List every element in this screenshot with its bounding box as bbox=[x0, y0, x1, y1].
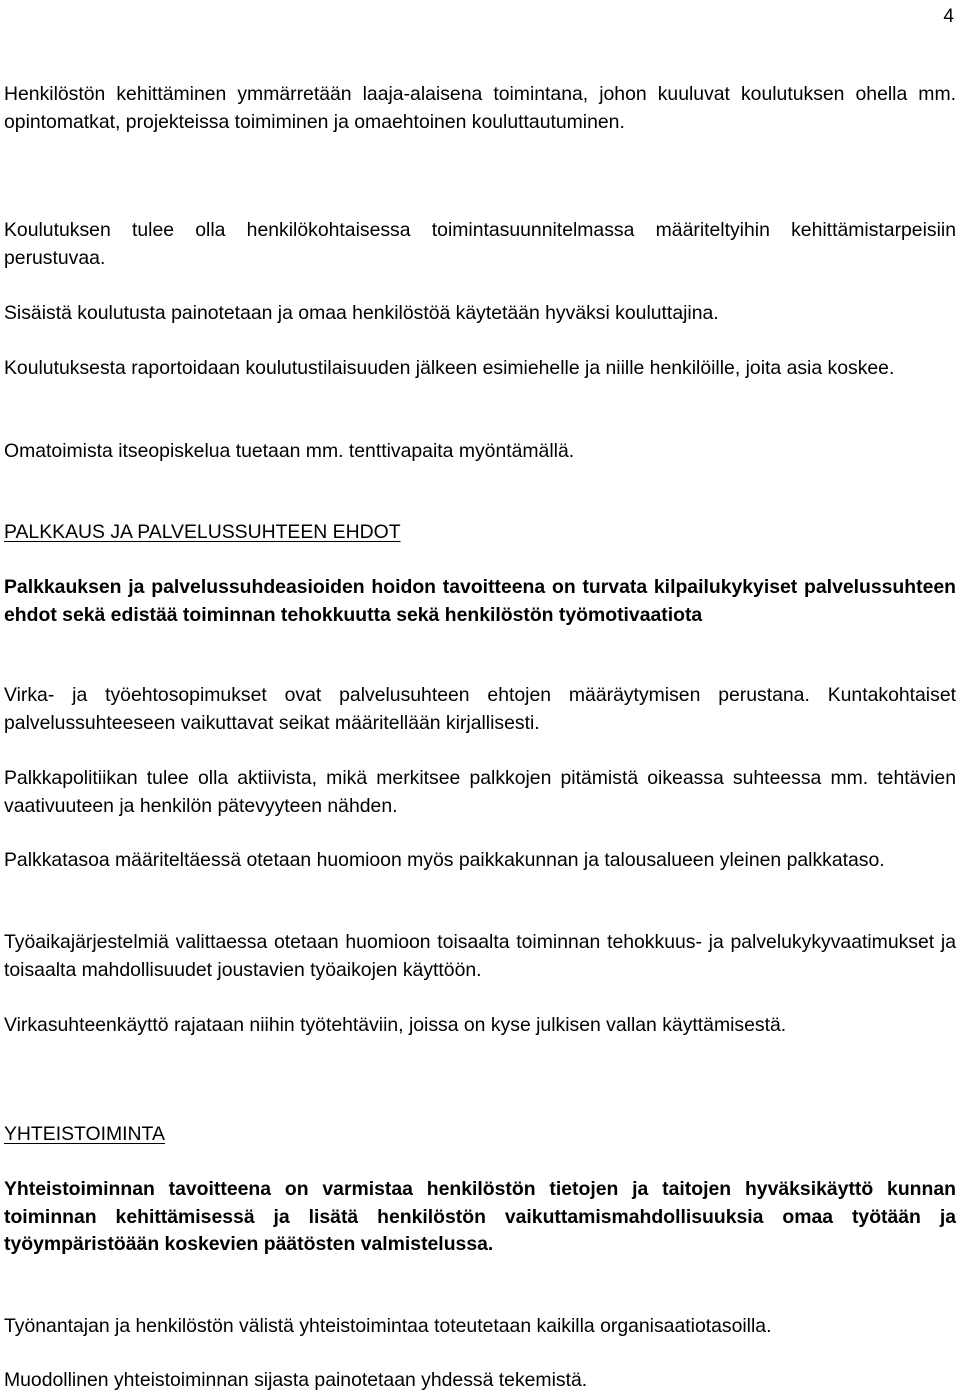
heading-palkkaus: PALKKAUS JA PALVELUSSUHTEEN EHDOT bbox=[4, 521, 401, 543]
paragraph-palkkapolitiikka: Palkkapolitiikan tulee olla aktiivista, mikä merkitsee palkkojen pitämistä oikeassa suhteessa mm. tehtävien vaativuuteen ja henkilön pätevyyteen nähden. bbox=[4, 767, 956, 817]
paragraph-virkasuhteenkaytto: Virkasuhteenkäyttö rajataan niihin työtehtäviin, joissa on kyse julkisen vallan käyttämisestä. bbox=[4, 1014, 787, 1036]
paragraph-koulutuksesta-raportoidaan: Koulutuksesta raportoidaan koulutustilaisuuden jälkeen esimiehelle ja niille henkilöille, joita asia koskee. bbox=[4, 357, 895, 379]
paragraph-virka-ja-tyoehtosopimukset: Virka- ja työehtosopimukset ovat palvelusuhteen ehtojen määräytymisen perustana. Kuntakohtaiset palvelussuhteeseen vaikuttavat seikat määritellään kirjallisesti. bbox=[4, 684, 956, 734]
paragraph-henkiloston-kehittaminen: Henkilöstön kehittäminen ymmärretään laaja-alaisena toimintana, johon kuuluvat koulutuksen ohella mm. opintomatkat, projekteissa toimiminen ja omaehtoinen kouluttautuminen. bbox=[4, 83, 956, 133]
paragraph-sisaista-koulutusta: Sisäistä koulutusta painotetaan ja omaa henkilöstöä käytetään hyväksi kouluttajina. bbox=[4, 302, 719, 324]
paragraph-yhteistoiminta-lead: Yhteistoiminnan tavoitteena on varmistaa henkilöstön tietojen ja taitojen hyväksikäyttö kunnan toiminnan kehittämisessä ja lisätä henkilöstön vaikuttamismahdollisuuksia omaa työtään ja työympäristöään koskevien päätösten valmistelussa. bbox=[4, 1178, 956, 1255]
paragraph-tyoaikajarjestelmat: Työaikajärjestelmiä valittaessa otetaan huomioon toisaalta toiminnan tehokkuus- ja palvelukykyvaatimukset ja toisaalta mahdollisuudet joustavien työaikojen käyttöön. bbox=[4, 931, 956, 981]
page-number: 4 bbox=[943, 6, 954, 27]
paragraph-palkkaus-lead: Palkkauksen ja palvelussuhdeasioiden hoidon tavoitteena on turvata kilpailukykyiset palvelussuhteen ehdot sekä edistää toiminnan tehokkuutta sekä henkilöstön työmotivaatiota bbox=[4, 576, 956, 626]
paragraph-palkkataso: Palkkatasoa määriteltäessä otetaan huomioon myös paikkakunnan ja talousalueen yleinen palkkataso. bbox=[4, 849, 885, 871]
heading-yhteistoiminta: YHTEISTOIMINTA bbox=[4, 1123, 165, 1145]
paragraph-tyonantajan-ja-henkiloston: Työnantajan ja henkilöstön välistä yhteistoimintaa toteutetaan kaikilla organisaatiotasoilla. bbox=[4, 1315, 772, 1337]
paragraph-muodollinen-yhteistoiminta: Muodollinen yhteistoiminnan sijasta painotetaan yhdessä tekemistä. bbox=[4, 1369, 588, 1391]
paragraph-koulutuksen-tulee: Koulutuksen tulee olla henkilökohtaisessa toimintasuunnitelmassa määriteltyihin kehittämistarpeisiin perustuvaa. bbox=[4, 219, 956, 269]
paragraph-omatoimista-itseopiskelua: Omatoimista itseopiskelua tuetaan mm. tenttivapaita myöntämällä. bbox=[4, 440, 575, 462]
